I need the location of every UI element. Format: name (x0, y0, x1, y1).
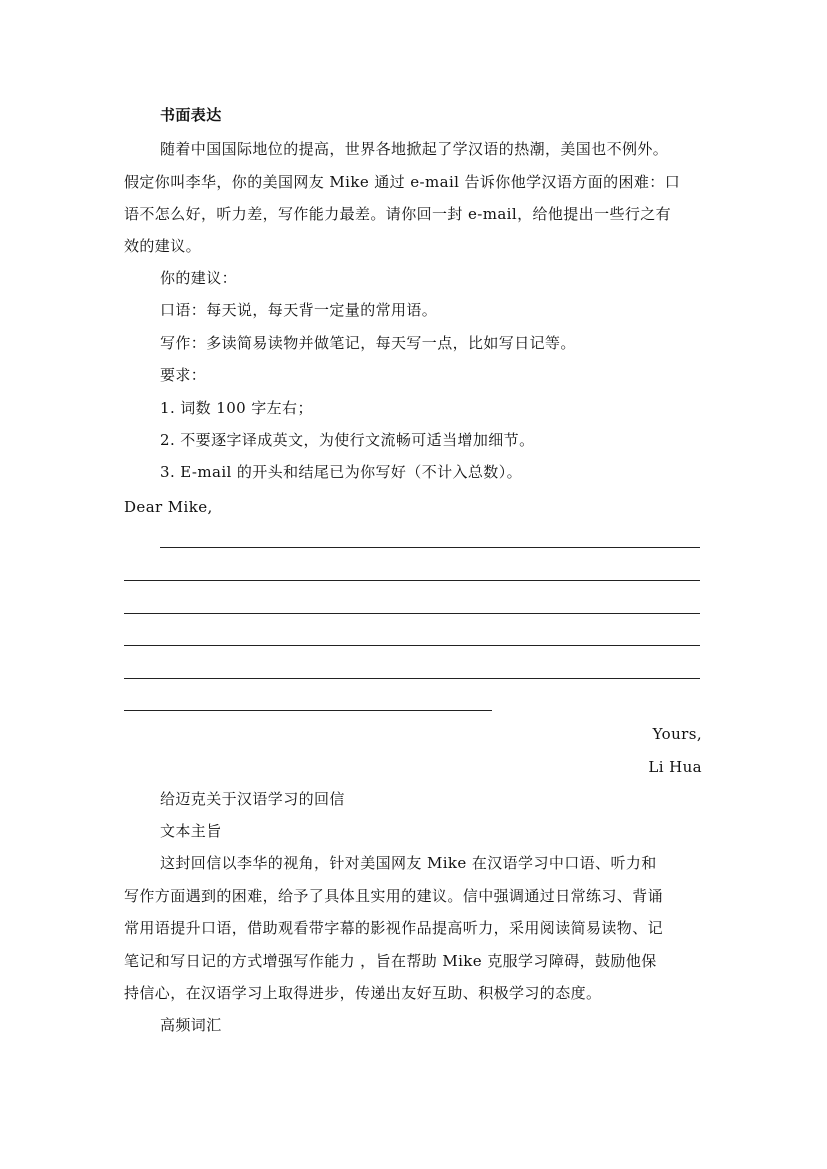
vocab-label: 高频词汇 (160, 1016, 222, 1034)
theme-line-4: 笔记和写日记的方式增强写作能力 ，旨在帮助 Mike 克服学习障碍，鼓励他保 (124, 952, 657, 970)
suggestions-label: 你的建议： (160, 269, 238, 287)
answer-title: 给迈克关于汉语学习的回信 (160, 790, 345, 808)
theme-line-1: 这封回信以李华的视角，针对美国网友 Mike 在汉语学习中口语、听力和 (160, 854, 657, 872)
suggestion-writing: 写作：多读简易读物并做笔记，每天写一点，比如写日记等。 (160, 334, 576, 352)
theme-line-5: 持信心，在汉语学习上取得进步，传递出友好互助、积极学习的态度。 (124, 984, 602, 1002)
prompt-line-2: 假定你叫李华，你的美国网友 Mike 通过 e-mail 告诉你他学汉语方面的困难：口 (124, 173, 681, 191)
section-heading: 书面表达 (160, 106, 222, 124)
writing-line (124, 613, 700, 614)
theme-label: 文本主旨 (160, 822, 222, 840)
prompt-line-1: 随着中国国际地位的提高，世界各地掀起了学汉语的热潮，美国也不例外。 (160, 140, 669, 158)
writing-line (124, 678, 700, 679)
suggestion-speaking: 口语：每天说，每天背一定量的常用语。 (160, 301, 438, 319)
writing-line (160, 547, 700, 548)
prompt-line-4: 效的建议。 (124, 237, 202, 255)
prompt-line-3: 语不怎么好，听力差，写作能力最差。请你回一封 e-mail，给他提出一些行之有 (124, 205, 672, 223)
theme-line-3: 常用语提升口语，借助观看带字幕的影视作品提高听力，采用阅读简易读物、记 (124, 919, 664, 937)
writing-line (124, 710, 492, 711)
writing-line (124, 645, 700, 646)
theme-line-2: 写作方面遇到的困难，给予了具体且实用的建议。信中强调通过日常练习、背诵 (124, 887, 664, 905)
letter-closing: Yours, (652, 725, 702, 743)
requirements-label: 要求： (160, 366, 207, 384)
writing-line (124, 580, 700, 581)
letter-signature: Li Hua (648, 758, 702, 776)
letter-greeting: Dear Mike, (124, 498, 213, 516)
requirement-item-2: 2. 不要逐字译成英文，为使行文流畅可适当增加细节。 (160, 431, 535, 449)
requirement-item-1: 1. 词数 100 字左右； (160, 399, 313, 417)
requirement-item-3: 3. E-mail 的开头和结尾已为你写好（不计入总数）。 (160, 463, 523, 481)
